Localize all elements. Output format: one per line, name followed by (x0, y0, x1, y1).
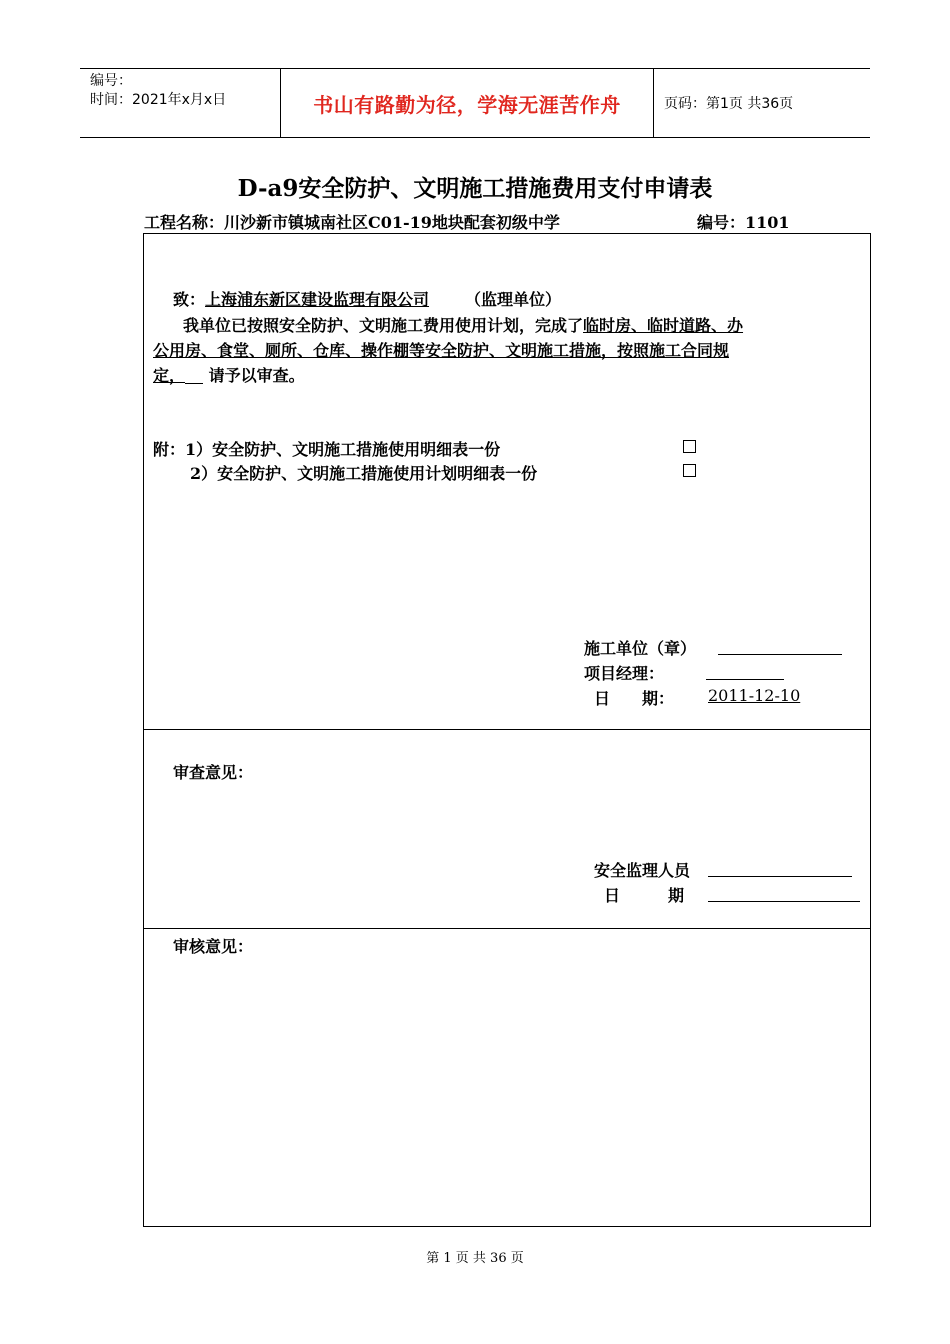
addressee-line (173, 287, 561, 310)
time-label: 时间：2021年x月x日 (90, 92, 227, 108)
supervision-role: （监理单位） (465, 290, 562, 309)
header-table (80, 68, 870, 138)
review-opinion-label: 审查意见： (173, 763, 254, 782)
construction-unit-label: 施工单位（章） (584, 639, 697, 658)
project-manager-label: 项目经理： (584, 664, 665, 683)
body-line-3: 定， 请予以审查。 (153, 366, 305, 385)
review-date-label: 日 期 (604, 886, 685, 905)
header-info-cell (80, 69, 281, 137)
body-line-1: 我单位已按照安全防护、文明施工费用使用计划，完成了临时房、临时道路、办 (183, 316, 744, 335)
attachment-1: 附：1）安全防护、文明施工措施使用明细表一份 (153, 440, 501, 459)
attachment-2: 2）安全防护、文明施工措施使用计划明细表一份 (190, 464, 538, 483)
review-date-line[interactable] (708, 901, 860, 902)
page-info: 页码：第1页 共36页 (664, 96, 794, 112)
page-info-cell (654, 69, 870, 137)
motto: 书山有路勤为径，学海无涯苦作舟 (313, 92, 621, 117)
project-manager-signature-line[interactable] (706, 679, 784, 680)
attachment-1-checkbox[interactable] (683, 440, 696, 453)
doc-no-label: 编号： (90, 73, 132, 89)
attachment-2-checkbox[interactable] (683, 464, 696, 477)
motto-cell (281, 69, 654, 137)
application-date-label: 日 期： (594, 689, 675, 708)
document-number: 编号：1101 (697, 213, 790, 232)
project-name: 工程名称：川沙新市镇城南社区C01-19地块配套初级中学 (144, 213, 560, 232)
construction-unit-signature-line[interactable] (718, 654, 842, 655)
section-divider (143, 928, 871, 929)
document-title: D-a9安全防护、文明施工措施费用支付申请表 (237, 175, 713, 202)
safety-supervisor-label: 安全监理人员 (594, 861, 691, 880)
application-date: 2011-12-10 (708, 686, 801, 705)
section-divider (143, 729, 871, 730)
supervision-company: 上海浦东新区建设监理有限公司 (205, 290, 430, 309)
approval-opinion-label: 审核意见： (173, 937, 254, 956)
body-line-2: 公用房、食堂、厕所、仓库、操作棚等安全防护、文明施工措施，按照施工合同规 (153, 341, 730, 360)
safety-supervisor-signature-line[interactable] (708, 876, 852, 877)
page-footer: 第 1 页 共 36 页 (426, 1251, 524, 1266)
to-label: 致： (173, 290, 206, 309)
